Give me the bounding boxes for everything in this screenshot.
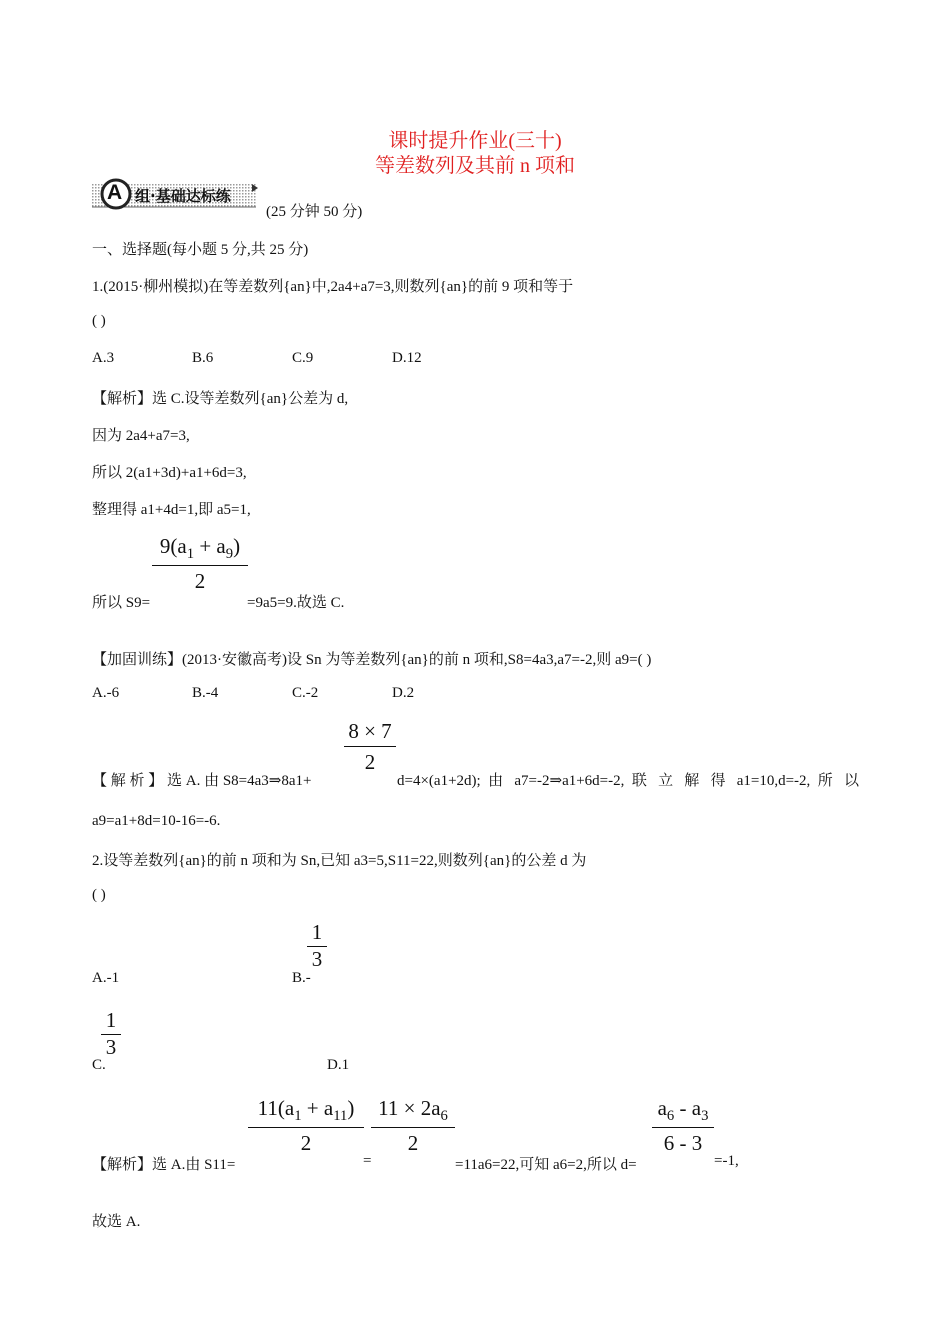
q1-solution-line: 【解析】选 C.设等差数列{an}公差为 d, — [92, 391, 349, 407]
fraction-bar — [371, 1127, 455, 1128]
fraction-bar — [652, 1127, 714, 1128]
s11-fraction — [248, 1096, 364, 1156]
fraction-numerator: $9(a_1 + a_9)$ — [159, 534, 241, 563]
fraction-numerator: $11 \times 2a_6$ — [378, 1096, 448, 1125]
q2-solution-line: 故选 A. — [92, 1214, 141, 1230]
fraction-numerator: 1 — [311, 920, 323, 944]
badge-text: 组·基础达标练 — [135, 187, 231, 205]
page-title: 课时提升作业(三十) — [388, 130, 562, 152]
q1-solution-line: 整理得 a1+4d=1,即 a5=1, — [92, 502, 251, 518]
extra-solution-line: a9=a1+8d=10-16=-6. — [92, 813, 221, 829]
q2-equals-sign: = — [363, 1153, 372, 1169]
q2-option-c-prefix: C. — [92, 1057, 106, 1073]
fraction-numerator: 8 × 7 — [348, 719, 392, 743]
q2-answer-blank: ( ) — [92, 887, 106, 903]
q2-option-b-prefix: B.- — [292, 970, 311, 986]
q1-solution-line: 因为 2a4+a7=3, — [92, 428, 190, 444]
s9-fraction — [152, 534, 248, 594]
q2-stem: 2.设等差数列{an}的前 n 项和为 Sn,已知 a3=5,S11=22,则数列{an}的公差 d 为 — [92, 853, 587, 869]
q1-s9-result: =9a5=9.故选 C. — [247, 595, 345, 611]
fraction-denominator: 2 — [194, 569, 206, 594]
q1-option-d: D.12 — [392, 350, 422, 366]
fraction-denominator: 3 — [311, 947, 323, 971]
q1-answer-blank: ( ) — [92, 313, 106, 329]
badge-letter: A — [107, 181, 123, 204]
q2-solution-prefix: 【解析】选 A.由 S11= — [92, 1157, 236, 1173]
q1-option-b: B.6 — [192, 350, 214, 366]
a6-fraction — [371, 1096, 455, 1156]
group-a-badge — [92, 178, 264, 210]
page-subtitle: 等差数列及其前 n 项和 — [375, 155, 575, 177]
fraction-denominator: 2 — [300, 1131, 312, 1156]
option-c-fraction — [101, 1008, 121, 1060]
combination-fraction — [344, 719, 396, 775]
fraction-denominator: 2 — [407, 1131, 419, 1156]
q1-option-a: A.3 — [92, 350, 115, 366]
q2-solution-middle: =11a6=22,可知 a6=2,所以 d= — [455, 1157, 637, 1173]
extra-option-c: C.-2 — [292, 685, 319, 701]
fraction-denominator: 2 — [364, 750, 376, 774]
fraction-numerator: $11(a_1 + a_{11})$ — [257, 1096, 355, 1125]
q1-option-c: C.9 — [292, 350, 314, 366]
extra-option-b: B.-4 — [192, 685, 219, 701]
option-b-fraction — [307, 920, 327, 972]
q2-option-d: D.1 — [327, 1057, 350, 1073]
section-heading: 一、选择题(每小题 5 分,共 25 分) — [92, 242, 309, 258]
q1-stem: 1.(2015·柳州模拟)在等差数列{an}中,2a4+a7=3,则数列{an}的前 9 项和等于 — [92, 279, 574, 295]
fraction-numerator: 1 — [105, 1008, 117, 1032]
fraction-numerator: $a_6 - a_3$ — [657, 1096, 709, 1125]
fraction-bar — [344, 746, 396, 747]
fraction-bar — [248, 1127, 364, 1128]
extra-solution-prefix: 【 解 析 】 选 A. 由 S8=4a3⇒8a1+ — [92, 773, 312, 789]
q2-option-a: A.-1 — [92, 970, 120, 986]
difference-fraction — [652, 1096, 714, 1156]
extra-option-a: A.-6 — [92, 685, 120, 701]
extra-stem: 【加固训练】(2013·安徽高考)设 Sn 为等差数列{an}的前 n 项和,S8=4a3,a7=-2,则 a9=( ) — [92, 652, 652, 668]
fraction-denominator: 6 - 3 — [663, 1131, 703, 1156]
q2-solution-end: =-1, — [714, 1153, 739, 1169]
time-note: (25 分钟 50 分) — [266, 204, 363, 220]
q1-solution-line: 所以 2(a1+3d)+a1+6d=3, — [92, 465, 247, 481]
q1-s9-label: 所以 S9= — [92, 595, 151, 611]
extra-option-d: D.2 — [392, 685, 415, 701]
extra-solution-suffix: d=4×(a1+2d); 由 a7=-2⇒a1+6d=-2, 联 立 解 得 a1=10,d=-2, 所 以 — [397, 773, 859, 789]
fraction-denominator: 3 — [105, 1035, 117, 1059]
fraction-bar — [152, 565, 248, 566]
